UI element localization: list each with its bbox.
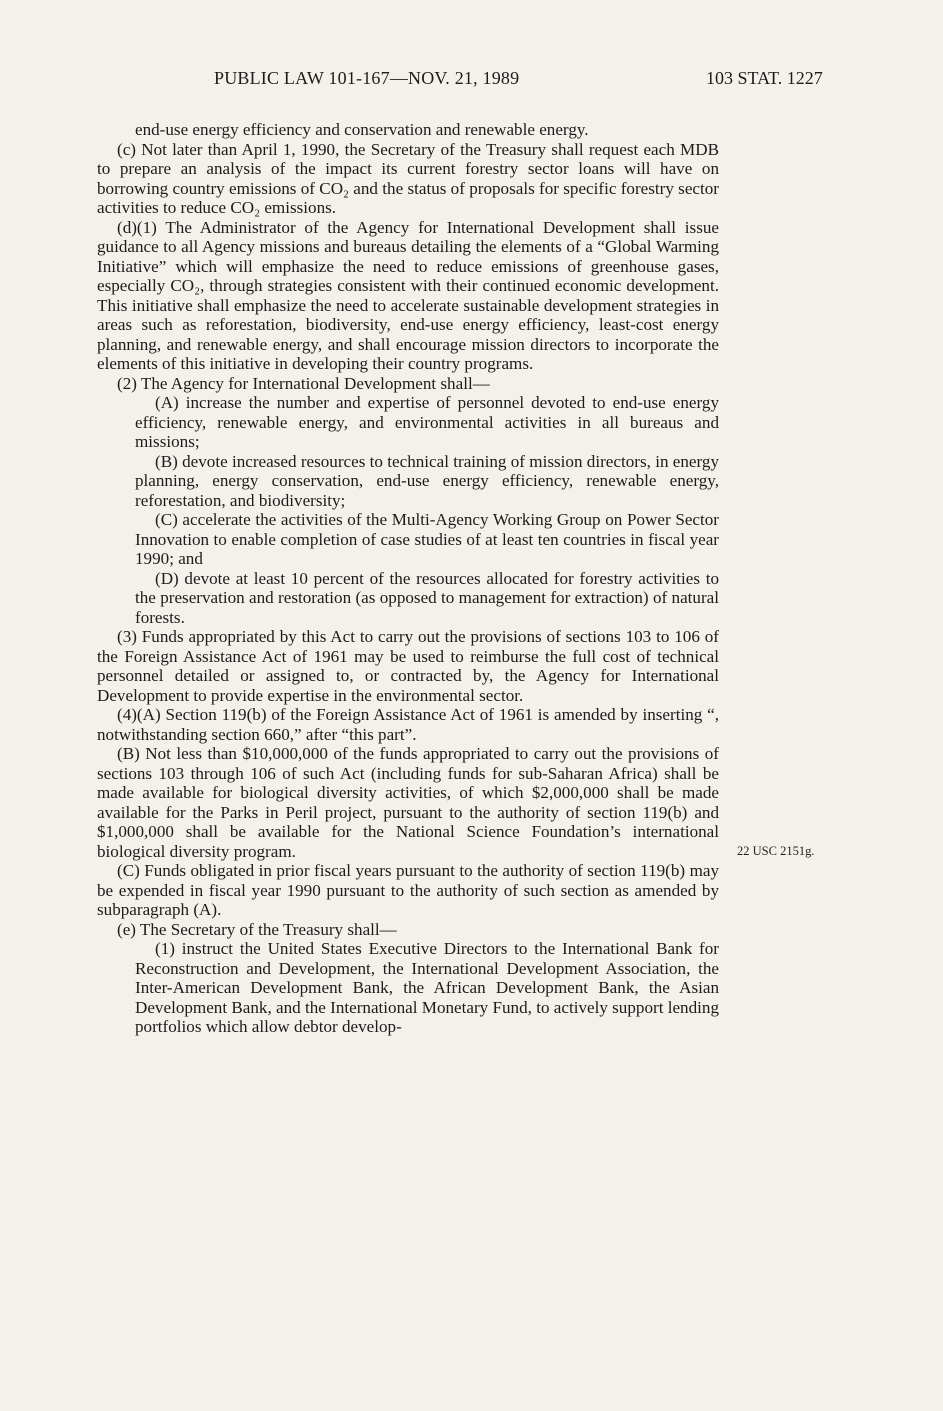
paragraph-d4B: (B) Not less than $10,000,000 of the funds appropriated to carry out the provisions of sections 103 through 106 of such Act (including funds for sub-Saharan Africa) shall be made available for biological diversity activities, of which $2,000,000 shall be made available for the Parks in Peril project, pursuant to the authority of section 119(b) and $1,000,000 shall be available for the National Science Foundation’s international biological diversity program.: [97, 744, 719, 861]
paragraph-continuation: end-use energy efficiency and conservation and renewable energy.: [135, 120, 589, 139]
header-stat-citation: 103 STAT. 1227: [706, 68, 823, 88]
subparagraph-A: (A) increase the number and expertise of personnel devoted to end-use energy efficiency, renewable energy, and environmental activities in all bureaus and missions;: [135, 393, 719, 451]
paragraph-d4C: (C) Funds obligated in prior fiscal years pursuant to the authority of section 119(b) may be expended in fiscal year 1990 pursuant to the authority of such section as amended by subparagraph (A).: [97, 861, 719, 919]
header-title: PUBLIC LAW 101-167—NOV. 21, 1989: [214, 68, 520, 88]
subparagraph-B: (B) devote increased resources to technical training of mission directors, in energy planning, energy conservation, end-use energy efficiency, renewable energy, reforestation, and biodiversity;: [135, 451, 719, 510]
subparagraph-C: (C) accelerate the activities of the Multi-Agency Working Group on Power Sector Innovation to enable completion of case studies of at least ten countries in fiscal year 1990; and: [135, 510, 719, 568]
paragraph-d4A: (4)(A) Section 119(b) of the Foreign Assistance Act of 1961 is amended by inserting “, notwithstanding section 660,” after “this part”.: [97, 705, 719, 744]
subparagraph-e1: (1) instruct the United States Executive Directors to the International Bank for Reconstruction and Development, the International Development Association, the Inter-American Development Bank, the African Development Bank, the Asian Development Bank, and the International Monetary Fund, to actively support lending portfolios which allow debtor develop-: [135, 939, 719, 1036]
paragraph-d2: (2) The Agency for International Development shall—: [117, 373, 490, 393]
subparagraph-D: (D) devote at least 10 percent of the resources allocated for forestry activities to the preservation and restoration (as opposed to management for extraction) of natural forests.: [135, 568, 719, 627]
document-body: [97, 120, 719, 1037]
paragraph-d3: (3) Funds appropriated by this Act to carry out the provisions of sections 103 to 106 of the Foreign Assistance Act of 1961 may be used to reimburse the full cost of technical personnel detailed or assigned to, or contracted by, the Agency for International Development to provide expertise in the environmental sector.: [97, 627, 719, 705]
paragraph-d1: (d)(1) The Administrator of the Agency for International Development shall issue guidance to all Agency missions and bureaus detailing the elements of a “Global Warming Initiative” which will emphasize the need to reduce emissions of greenhouse gases, especially CO₂, through strategies consistent with their continued economic development. This initiative shall emphasize the need to accelerate sustainable development strategies in areas such as reforestation, biodiversity, end-use energy efficiency, least-cost energy planning, and renewable energy, and shall encourage mission directors to incorporate the elements of this initiative in developing their country programs.: [97, 217, 719, 373]
margin-citation-note: 22 USC 2151g.: [737, 844, 815, 858]
paragraph-e: (e) The Secretary of the Treasury shall—: [117, 919, 397, 939]
page-header: [0, 68, 943, 94]
paragraph-c: (c) Not later than April 1, 1990, the Secretary of the Treasury shall request each MDB to prepare an analysis of the impact its current forestry sector loans will have on borrowing country emissions of CO₂ and the status of proposals for specific forestry sector activities to reduce CO₂ emissions.: [97, 139, 719, 217]
